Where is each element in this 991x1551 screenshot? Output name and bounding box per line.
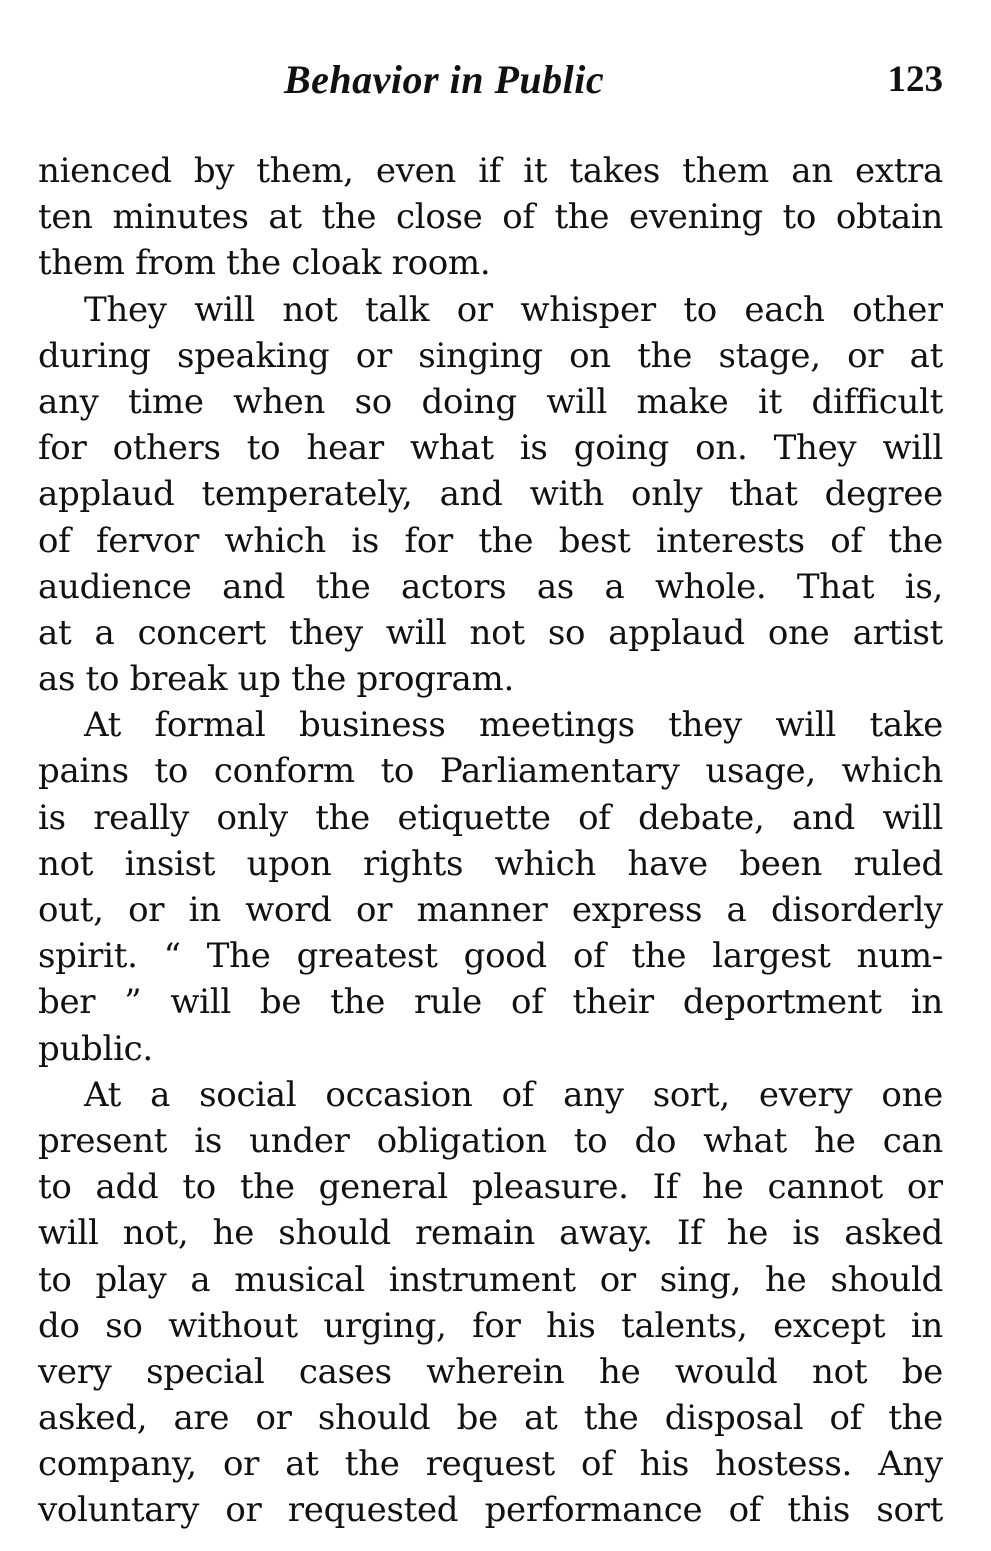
running-title: Behavior in Public [284, 57, 605, 102]
text-line: as to break up the program. [38, 659, 514, 700]
text-line: audience and the actors as a whole. That is, [38, 566, 943, 607]
paragraph-1 [38, 148, 943, 287]
paragraph-3 [38, 702, 943, 1072]
text-line: At formal business meetings they will take [84, 705, 943, 746]
paragraph-2 [38, 287, 943, 703]
text-line: public. [38, 1028, 153, 1069]
text-line: at a concert they will not so applaud one artist [38, 612, 943, 653]
text-line: very special cases wherein he would not be [38, 1351, 943, 1392]
text-line: voluntary or requested performance of this sort [38, 1490, 943, 1531]
text-line: any time when so doing will make it difficult [38, 381, 943, 422]
text-line: of fervor which is for the best interests of the [38, 520, 943, 561]
body-text [38, 148, 943, 1534]
text-line: out, or in word or manner express a disorderly [38, 890, 943, 930]
text-line: ber ” will be the rule of their deportment in [38, 982, 943, 1023]
text-line: They will not talk or whisper to each other [84, 289, 943, 330]
text-line: is really only the etiquette of debate, and will [38, 797, 943, 838]
text-line: to play a musical instrument or sing, he should [38, 1259, 943, 1300]
page-header [38, 56, 943, 106]
text-line: not insist upon rights which have been ruled [38, 843, 943, 884]
text-line: them from the cloak room. [38, 243, 491, 284]
text-line: do so without urging, for his talents, except in [38, 1305, 943, 1346]
text-line: present is under obligation to do what he can [38, 1120, 943, 1161]
text-line: nienced by them, even if it takes them an extra [38, 151, 943, 191]
page-number: 123 [887, 59, 943, 100]
text-line: for others to hear what is going on. They will [38, 428, 943, 469]
text-line: will not, he should remain away. If he is asked [38, 1213, 943, 1254]
text-line: ten minutes at the close of the evening to obtain [38, 197, 943, 238]
text-line: asked, are or should be at the disposal of the [38, 1398, 943, 1439]
paragraph-4 [38, 1072, 943, 1534]
text-line: spirit. “ The greatest good of the largest num- [38, 936, 943, 977]
text-line: company, or at the request of his hostess. Any [38, 1444, 943, 1485]
book-page [38, 56, 943, 1534]
text-line: pains to conform to Parliamentary usage, which [38, 751, 943, 792]
text-line: during speaking or singing on the stage, or at [38, 335, 943, 376]
text-line: applaud temperately, and with only that degree [38, 474, 943, 515]
text-line: At a social occasion of any sort, every one [84, 1074, 943, 1115]
text-line: to add to the general pleasure. If he cannot or [38, 1167, 943, 1208]
